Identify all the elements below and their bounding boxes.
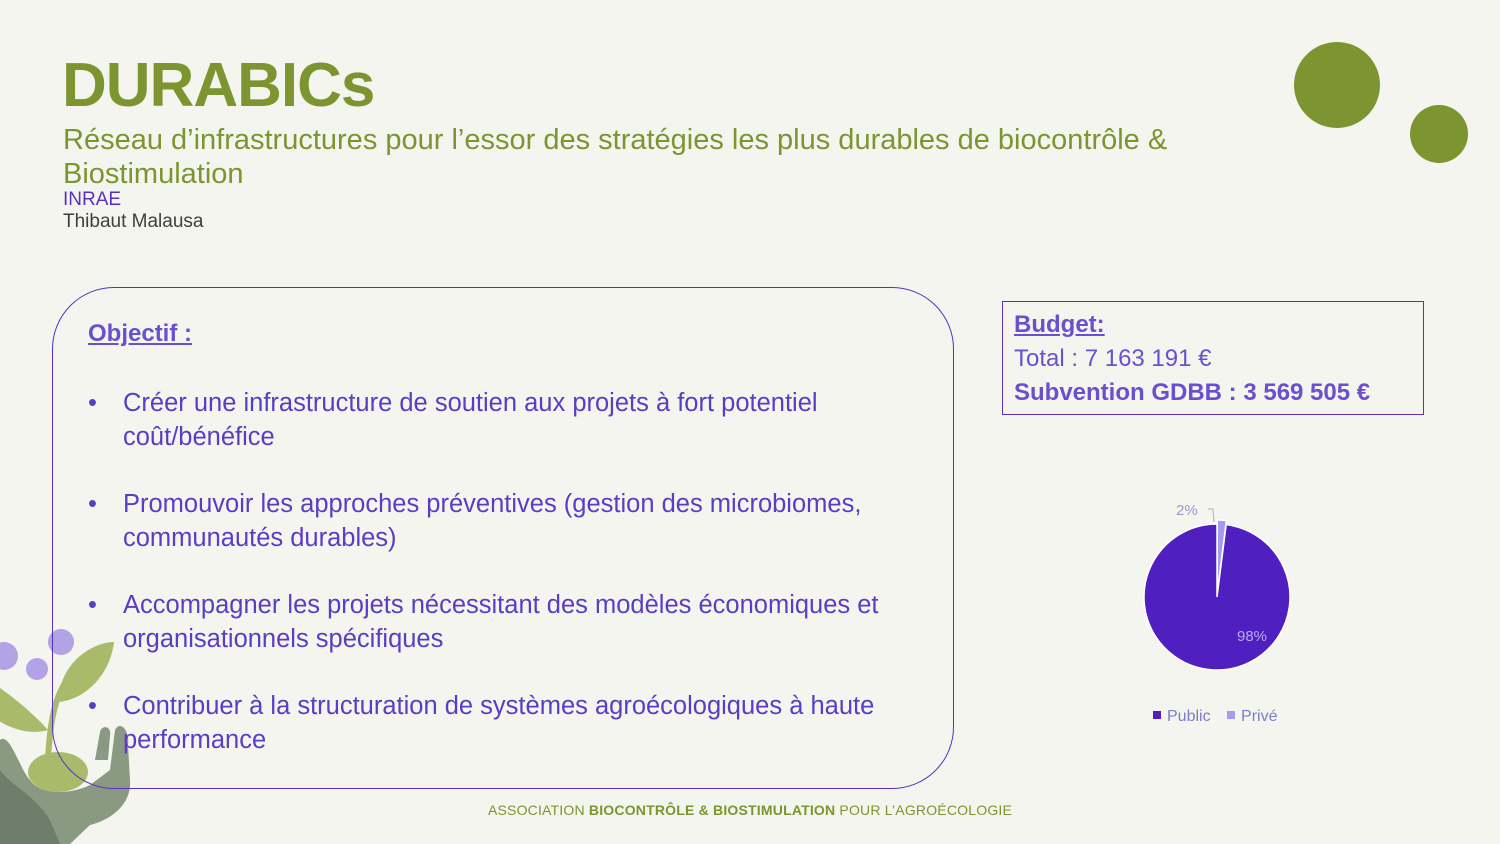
- budget-panel: [1002, 301, 1424, 415]
- objective-list: [88, 386, 908, 790]
- page-title: DURABICs: [62, 51, 375, 120]
- legend-swatch-prive: [1227, 711, 1235, 719]
- objective-item: • Promouvoir les approches préventives (gestion des microbiomes, communautés durables): [88, 487, 908, 555]
- pie-label-public: 98%: [1237, 628, 1268, 645]
- objective-heading: Objectif :: [88, 320, 193, 347]
- budget-subvention: Subvention GDBB : 3 569 505 €: [1014, 379, 1371, 406]
- bullet-icon: •: [88, 591, 97, 619]
- legend-swatch-public: [1153, 711, 1161, 719]
- pie-label-prive: 2%: [1176, 502, 1198, 519]
- pie-leader-line: [1208, 509, 1214, 522]
- organization-label: INRAE: [63, 189, 122, 210]
- legend-item-prive: Privé: [1227, 708, 1277, 725]
- funding-pie-chart: [1100, 490, 1340, 690]
- budget-heading: Budget:: [1014, 311, 1105, 338]
- objective-item: • Contribuer à la structuration de systèmes agroécologiques à haute performance: [88, 689, 908, 757]
- legend-item-public: Public: [1153, 708, 1215, 725]
- decor-circle-small: [1410, 105, 1468, 163]
- objective-item: • Accompagner les projets nécessitant des modèles économiques et organisationnels spécifiques: [88, 588, 908, 656]
- bullet-icon: •: [88, 389, 97, 417]
- page-subtitle: Réseau d’infrastructures pour l’essor des stratégies les plus durables de biocontrôle & Biostimulation: [63, 124, 1168, 190]
- objective-item: • Créer une infrastructure de soutien aux projets à fort potentiel coût/bénéfice: [88, 386, 908, 454]
- decor-circle-large: [1294, 42, 1380, 128]
- author-label: Thibaut Malausa: [63, 211, 204, 232]
- budget-total: Total : 7 163 191 €: [1014, 345, 1212, 372]
- bullet-icon: •: [88, 692, 97, 720]
- footer: ASSOCIATION BIOCONTRÔLE & BIOSTIMULATION POUR L’AGROÉCOLOGIE: [487, 802, 1013, 818]
- chart-legend: [1153, 708, 1277, 726]
- bullet-icon: •: [88, 490, 97, 518]
